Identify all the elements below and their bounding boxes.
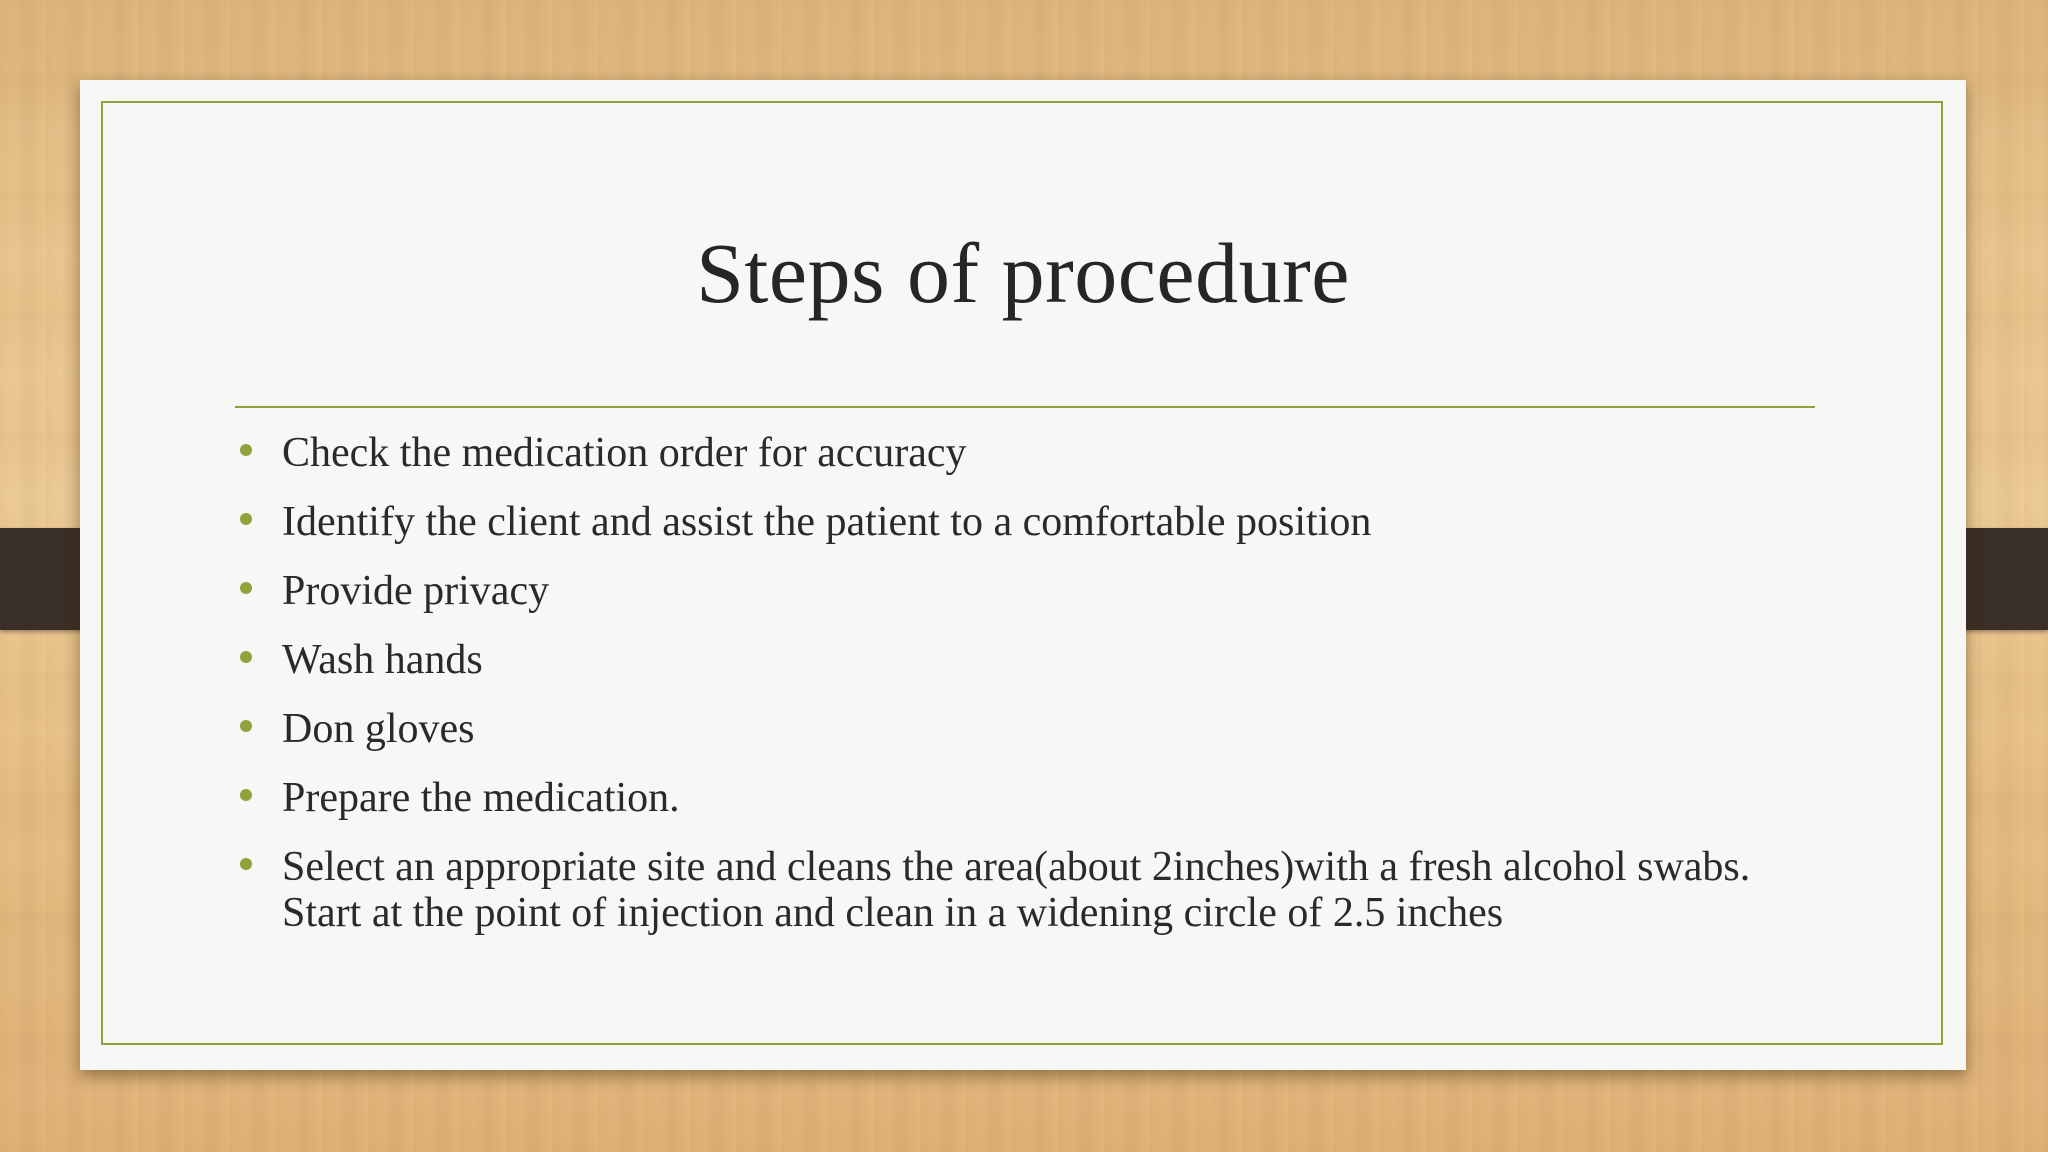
list-item-text: Identify the client and assist the patient to a comfortable position [282, 499, 1372, 545]
list-item [235, 499, 1795, 545]
bullet-dot-icon [240, 720, 252, 732]
bullet-dot-icon [240, 444, 252, 456]
list-item [235, 568, 1795, 614]
bullet-dot-icon [240, 651, 252, 663]
slide-title: Steps of procedure [696, 225, 1350, 321]
list-item-text: Wash hands [282, 637, 483, 683]
bullet-list [235, 430, 1795, 959]
list-item-text: Provide privacy [282, 568, 550, 614]
list-item-text: Don gloves [282, 706, 475, 752]
list-item [235, 430, 1795, 476]
bullet-dot-icon [240, 582, 252, 594]
slide [80, 80, 1966, 1070]
title-divider [235, 406, 1815, 408]
list-item [235, 775, 1795, 821]
list-item [235, 844, 1795, 936]
list-item-text: Select an appropriate site and cleans the area(about 2inches)with a fresh alcohol swabs. Start at the point of injection and clean in a widening circle of 2.5 inches [282, 844, 1751, 936]
bullet-dot-icon [240, 513, 252, 525]
bullet-dot-icon [240, 858, 252, 870]
list-item [235, 637, 1795, 683]
list-item-text: Check the medication order for accuracy [282, 430, 967, 476]
list-item-text: Prepare the medication. [282, 775, 680, 821]
bullet-dot-icon [240, 789, 252, 801]
list-item [235, 706, 1795, 752]
